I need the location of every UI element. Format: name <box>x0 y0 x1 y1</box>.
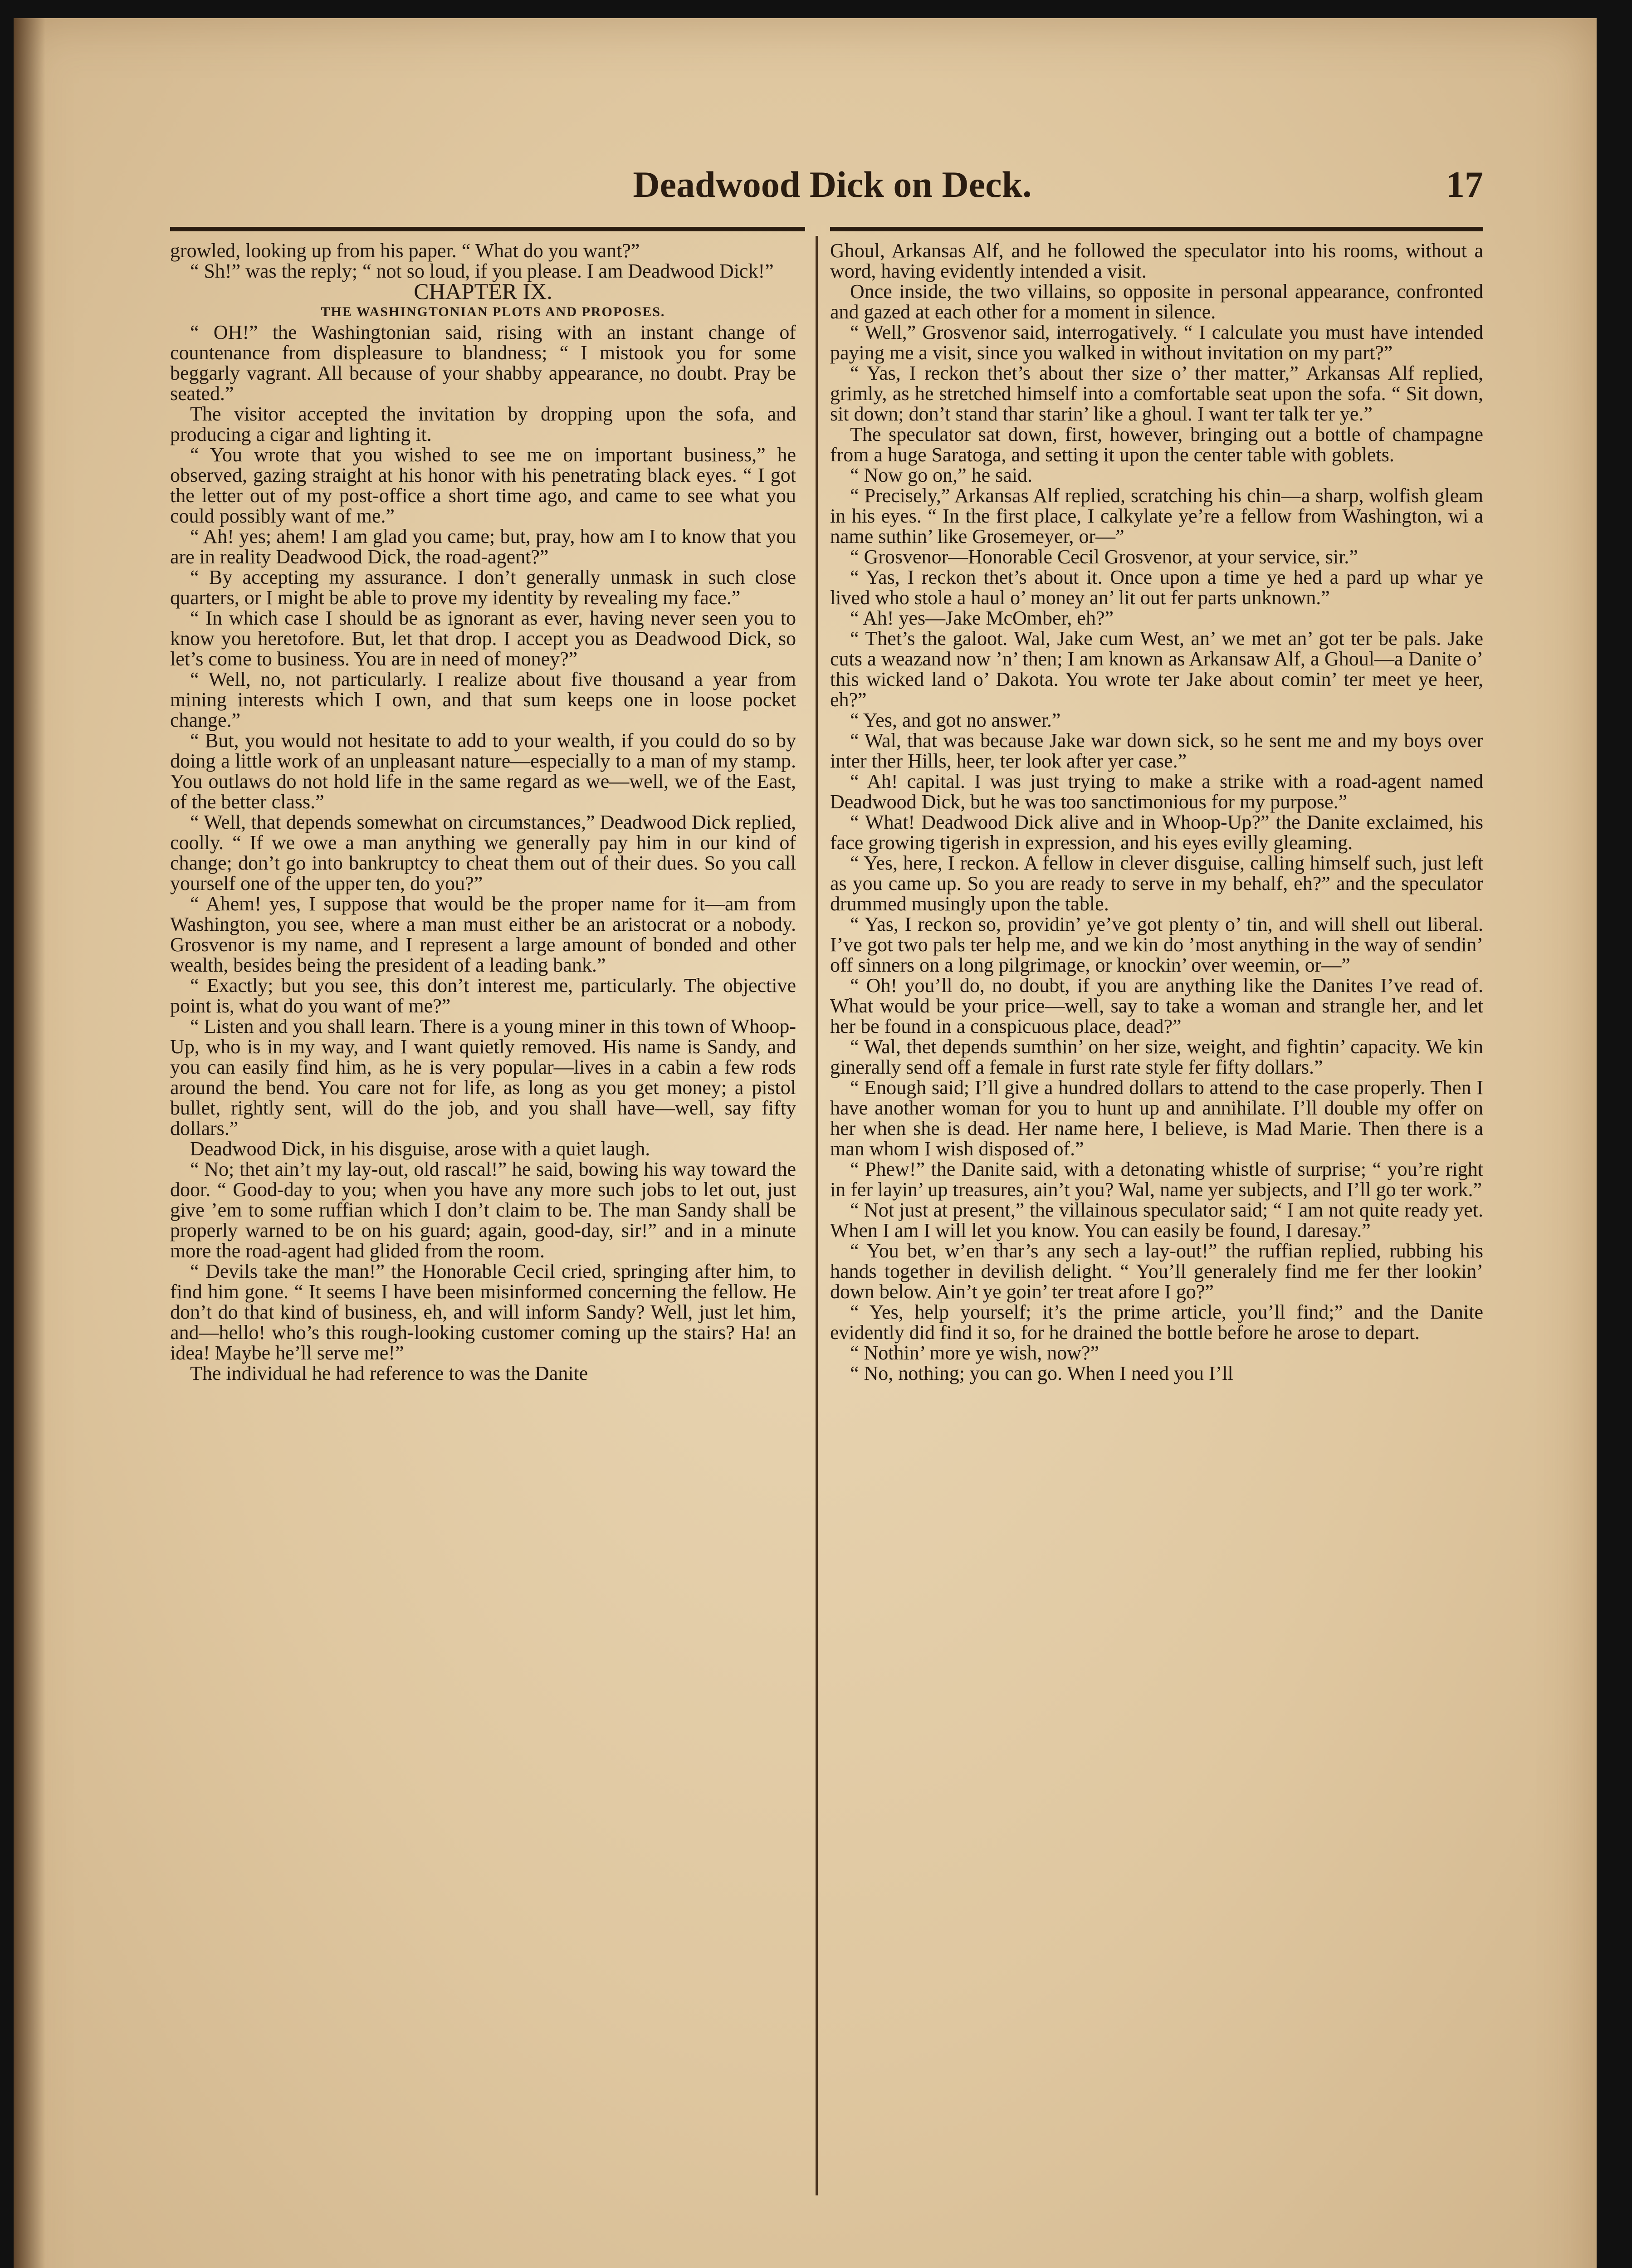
paragraph: “ Ah! capital. I was just trying to make a strike with a road-agent named Deadwood Dick, but he was too sanctimonious for my purpose.” <box>830 770 1483 813</box>
paragraph: “ No, nothing; you can go. When I need you I’ll <box>850 1362 1233 1384</box>
paragraph: “ Sh!” was the reply; “ not so loud, if you please. I am Deadwood Dick!” <box>190 260 774 282</box>
header-rule-left <box>170 227 805 231</box>
running-title: Deadwood Dick on Deck. <box>633 164 1032 205</box>
paragraph: “ Yas, I reckon so, providin’ ye’ve got plenty o’ tin, and will shell out liberal. I’ve got two pals ter help me, and we kin do ’most anything in the way of sendin’ off sinners on a long pilgrimage, or knockin’ over weemin, or—” <box>830 913 1483 976</box>
paragraph: “ But, you would not hesitate to add to your wealth, if you could do so by doing a little work of an unpleasant nature—especially to a man of my stamp. You outlaws do not hold life in the same regard as we—well, we of the East, of the better class.” <box>170 729 796 813</box>
paragraph: Ghoul, Arkansas Alf, and he followed the speculator into his rooms, without a word, having evidently intended a visit. <box>830 240 1483 282</box>
binding-shadow <box>14 18 45 2268</box>
paragraph: “ Phew!” the Danite said, with a detonating whistle of surprise; “ you’re right in fer layin’ up treasures, ain’t you? Wal, name yer subjects, and I’ll go ter work.” <box>830 1158 1483 1201</box>
paragraph: “ Well,” Grosvenor said, interrogatively. “ I calculate you must have intended paying me a visit, since you walked in without invitation on my part?” <box>830 321 1483 364</box>
paragraph: growled, looking up from his paper. “ What do you want?” <box>170 240 640 262</box>
paragraph: “ By accepting my assurance. I don’t generally unmask in such close quarters, or I might be able to prove my identity by revealing my face.” <box>170 566 796 609</box>
paragraph: “ Well, that depends somewhat on circumstances,” Deadwood Dick replied, coolly. “ If we owe a man anything we generally pay him in our kind of change; don’t go into bankruptcy to cheat them out of their dues. So you call yourself one of the upper ten, do you?” <box>170 811 796 894</box>
paragraph: “ Grosvenor—Honorable Cecil Grosvenor, at your service, sir.” <box>850 546 1358 568</box>
paragraph: “ Wal, thet depends sumthin’ on her size, weight, and fightin’ capacity. We kin ginerally send off a female in furst rate style fer fifty dollars.” <box>830 1036 1483 1078</box>
paragraph: The visitor accepted the invitation by dropping upon the sofa, and producing a cigar and lighting it. <box>170 403 796 445</box>
paragraph: “ Listen and you shall learn. There is a young miner in this town of Whoop-Up, who is in my way, and I want quietly removed. His name is Sandy, and you can easily find him, as he is very popular—lives in a cabin a few rods around the bend. You care not for life, as long as you get money; a pistol bullet, rightly sent, will do the job, and you shall have—well, say fifty dollars.” <box>170 1015 796 1139</box>
paragraph: “ Yas, I reckon thet’s about it. Once upon a time ye hed a pard up whar ye lived who stole a haul o’ money an’ lit out fer parts unknown.” <box>830 566 1483 609</box>
paragraph: “ Not just at present,” the villainous speculator said; “ I am not quite ready yet. When I am I will let you know. You can easily be found, I daresay.” <box>830 1199 1483 1242</box>
paragraph: “ What! Deadwood Dick alive and in Whoop-Up?” the Danite exclaimed, his face growing tigerish in expression, and his eyes evilly gleaming. <box>830 811 1483 854</box>
paragraph: “ Exactly; but you see, this don’t interest me, particularly. The objective point is, what do you want of me?” <box>170 974 796 1017</box>
paragraph: “ Ahem! yes, I suppose that would be the proper name for it—am from Washington, you see, where a man must either be an aristocrat or a nobody. Grosvenor is my name, and I represent a large amount of bonded and other wealth, besides being the president of a leading bank.” <box>170 893 796 976</box>
paragraph: Deadwood Dick, in his disguise, arose with a quiet laugh. <box>190 1138 650 1160</box>
paragraph: “ Yes, help yourself; it’s the prime article, you’ll find;” and the Danite evidently did find it so, for he drained the bottle before he arose to depart. <box>830 1301 1483 1344</box>
paragraph: The speculator sat down, first, however, bringing out a bottle of champagne from a huge Saratoga, and setting it upon the center table with goblets. <box>830 423 1483 466</box>
paragraph: “ Yes, and got no answer.” <box>850 709 1061 731</box>
paragraph: The individual he had reference to was the Danite <box>190 1362 588 1384</box>
paragraph: “ Devils take the man!” the Honorable Cecil cried, springing after him, to find him gone. “ It seems I have been misinformed concerning the fellow. He don’t do that kind of business, eh, and will inform Sandy? Well, just let him, and—hello! who’s this rough-looking customer coming up the stairs? Ha! an idea! Maybe he’ll serve me!” <box>170 1260 796 1364</box>
chapter-subtitle: THE WASHINGTONIAN PLOTS AND PROPOSES. <box>321 304 665 319</box>
paragraph: “ Ah! yes—Jake McOmber, eh?” <box>850 607 1114 629</box>
paragraph: “ You wrote that you wished to see me on important business,” he observed, gazing straight at his honor with his penetrating black eyes. “ I got the letter out of my post-office a short time ago, and came to see what you could possibly want of me.” <box>170 444 796 527</box>
right-column <box>830 240 1483 1383</box>
page-number: 17 <box>1446 164 1483 205</box>
column-divider <box>816 236 818 2195</box>
paragraph: “ Well, no, not particularly. I realize about five thousand a year from mining interests which I own, and that sum keeps one in loose pocket change.” <box>170 668 796 731</box>
newspaper-page <box>14 18 1597 2268</box>
paragraph: “ You bet, w’en thar’s any sech a lay-out!” the ruffian replied, rubbing his hands together in devilish delight. “ You’ll generalely find me fer ther lookin’ down below. Ain’t ye goin’ ter treat afore I go?” <box>830 1240 1483 1303</box>
paragraph: “ Nothin’ more ye wish, now?” <box>850 1342 1099 1364</box>
paragraph: “ Precisely,” Arkansas Alf replied, scratching his chin—a sharp, wolfish gleam in his eyes. “ In the first place, I calkylate ye’re a fellow from Washington, wi a name suthin’ like Grosemeyer, or—” <box>830 484 1483 547</box>
left-column <box>170 240 796 1383</box>
paragraph: “ Now go on,” he said. <box>850 464 1033 486</box>
paragraph: “ Ah! yes; ahem! I am glad you came; but, pray, how am I to know that you are in reality Deadwood Dick, the road-agent?” <box>170 525 796 568</box>
chapter-title: CHAPTER IX. <box>414 279 552 304</box>
paragraph: “ Yas, I reckon thet’s about ther size o’ ther matter,” Arkansas Alf replied, grimly, as he stretched himself into a comfortable seat upon the sofa. “ Sit down, sit down; don’t stand thar starin’ like a ghoul. I want ter talk ter ye.” <box>830 362 1483 425</box>
header-rule-right <box>830 227 1483 231</box>
paragraph: “ In which case I should be as ignorant as ever, having never seen you to know you heretofore. But, let that drop. I accept you as Deadwood Dick, so let’s come to business. You are in need of money?” <box>170 607 796 670</box>
paragraph: “ No; thet ain’t my lay-out, old rascal!” he said, bowing his way toward the door. “ Good-day to you; when you have any more such jobs to let out, just give ’em to some ruffian which I don’t claim to be. The man Sandy shall be properly warned to be on his guard; again, good-day, sir!” and in a minute more the road-agent had glided from the room. <box>170 1158 796 1262</box>
paragraph: “ Wal, that was because Jake war down sick, so he sent me and my boys over inter ther Hills, heer, ter look after yer case.” <box>830 729 1483 772</box>
page-header <box>168 159 1497 218</box>
paragraph: “ Enough said; I’ll give a hundred dollars to attend to the case properly. Then I have another woman for you to hunt up and annihilate. I’ll double my offer on her when she is dead. Her name here, I believe, is Mad Marie. Then there is a man whom I wish disposed of.” <box>830 1076 1483 1160</box>
paragraph: “ OH!” the Washingtonian said, rising with an instant change of countenance from displeasure to blandness; “ I mistook you for some beggarly vagrant. All because of your shabby appearance, no doubt. Pray be seated.” <box>170 321 796 405</box>
paragraph: “ Yes, here, I reckon. A fellow in clever disguise, calling himself such, just left as you came up. So you are ready to serve in my behalf, eh?” and the speculator drummed musingly upon the table. <box>830 852 1483 915</box>
paragraph: “ Oh! you’ll do, no doubt, if you are anything like the Danites I’ve read of. What would be your price—well, say to take a woman and strangle her, and let her be found in a conspicuous place, dead?” <box>830 974 1483 1037</box>
paragraph: Once inside, the two villains, so opposite in personal appearance, confronted and gazed at each other for a moment in silence. <box>830 280 1483 323</box>
paragraph: “ Thet’s the galoot. Wal, Jake cum West, an’ we met an’ got ter be pals. Jake cuts a weazand now ’n’ then; I am known as Arkansaw Alf, a Ghoul—a Danite o’ this wicked land o’ Dakota. You wrote ter Jake about comin’ ter meet ye heer, eh?” <box>830 627 1483 711</box>
